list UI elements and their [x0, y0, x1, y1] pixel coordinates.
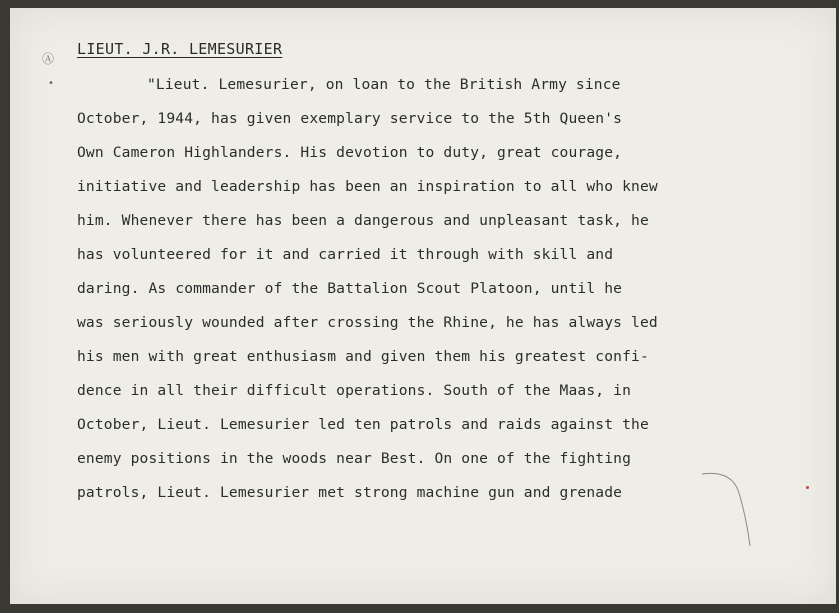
body-line: October, 1944, has given exemplary service to the 5th Queen's: [77, 110, 623, 127]
body-line: dence in all their difficult operations. South of the Maas, in: [77, 382, 632, 399]
body-line: him. Whenever there has been a dangerous and unpleasant task, he: [77, 212, 649, 229]
body-line: "Lieut. Lemesurier, on loan to the British Army since: [147, 76, 621, 93]
body-line: was seriously wounded after crossing the Rhine, he has always led: [77, 314, 658, 331]
red-ink-dot: [806, 486, 809, 489]
margin-mark: Ⓐ: [42, 52, 55, 66]
pencil-curve-mark: [700, 460, 770, 550]
body-line: enemy positions in the woods near Best. On one of the fighting: [77, 450, 632, 467]
document-heading: LIEUT. J.R. LEMESURIER: [77, 40, 283, 58]
body-line: his men with great enthusiasm and given them his greatest confi-: [77, 348, 649, 365]
body-line: October, Lieut. Lemesurier led ten patrols and raids against the: [77, 416, 649, 433]
body-line: daring. As commander of the Battalion Scout Platoon, until he: [77, 280, 623, 297]
body-line: initiative and leadership has been an inspiration to all who knew: [77, 178, 658, 195]
body-line: patrols, Lieut. Lemesurier met strong machine gun and grenade: [77, 484, 623, 501]
margin-dot: •: [48, 78, 55, 89]
body-line: has volunteered for it and carried it through with skill and: [77, 246, 614, 263]
body-line: Own Cameron Highlanders. His devotion to duty, great courage,: [77, 144, 623, 161]
